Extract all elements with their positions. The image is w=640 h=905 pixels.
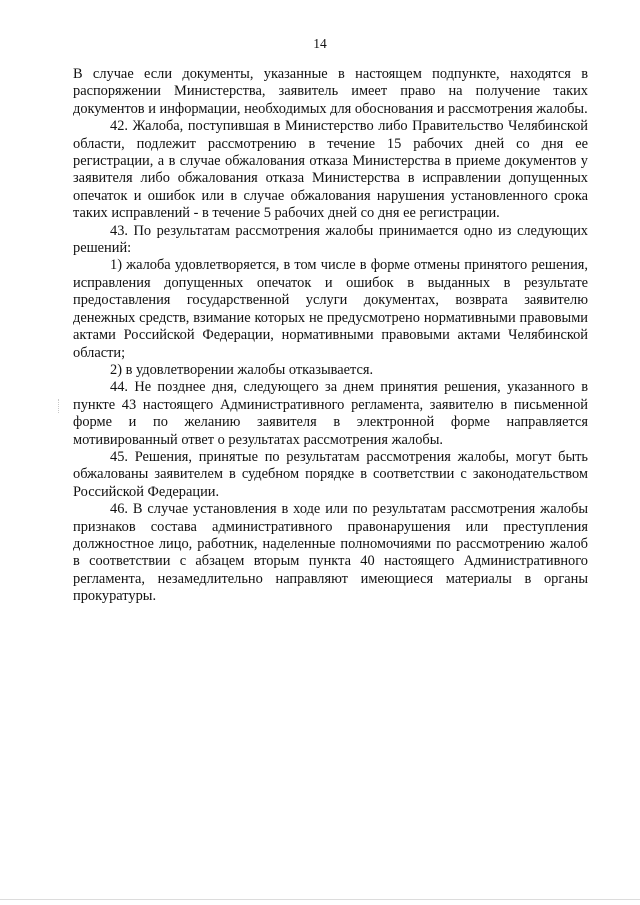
- paragraph-45: 45. Решения, принятые по результатам рассмотрения жалобы, могут быть обжалованы заявителем в судебном порядке в соответствии с законодательством Российской Федерации.: [73, 448, 588, 500]
- paragraph-42: 42. Жалоба, поступившая в Министерство либо Правительство Челябинской области, подлежит рассмотрению в течение 15 рабочих дней со дня ее регистрации, а в случае обжалования отказа Министерства в приеме документов у заявителя либо обжалования отказа Министерства в исправлении допущенных опечаток и ошибок или в случае обжалования нарушения установленного срока таких исправлений - в течение 5 рабочих дней со дня ее регистрации.: [73, 118, 588, 222]
- paragraph-43-item-2: 2) в удовлетворении жалобы отказывается.: [110, 361, 374, 378]
- paragraph-44: 44. Не позднее дня, следующего за днем принятия решения, указанного в пункте 43 настоящего Административного регламента, заявителю в письменной форме и по желанию заявителя в электронной форме направляется мотивированный ответ о результатах рассмотрения жалобы.: [73, 379, 588, 448]
- paragraph-documents-in-ministry: В случае если документы, указанные в настоящем подпункте, находятся в распоряжении Министерства, заявитель имеет право на получение таких документов и информации, необходимых для обоснования и рассмотрения жалобы.: [73, 66, 588, 117]
- page-bottom-edge: [0, 899, 640, 900]
- paragraph-43-item-1: 1) жалоба удовлетворяется, в том числе в форме отмены принятого решения, исправления допущенных опечаток и ошибок в выданных в результате предоставления государственной услуги документах, возврата заявителю денежных средств, взимание которых не предусмотрено нормативными правовыми актами Российской Федерации, нормативными правовыми актами Челябинской области;: [73, 257, 588, 361]
- page-number: 14: [313, 36, 327, 51]
- document-body: [73, 66, 588, 606]
- paragraph-46: 46. В случае установления в ходе или по результатам рассмотрения жалобы признаков состава административного правонарушения или преступления должностное лицо, работник, наделенные полномочиями по рассмотрению жалоб в соответствии с абзацем вторым пункта 40 настоящего Административного регламента, незамедлительно направляют имеющиеся материалы в органы прокуратуры.: [73, 501, 588, 605]
- margin-scan-mark: [58, 399, 61, 413]
- paragraph-43: 43. По результатам рассмотрения жалобы принимается одно из следующих решений:: [73, 222, 588, 257]
